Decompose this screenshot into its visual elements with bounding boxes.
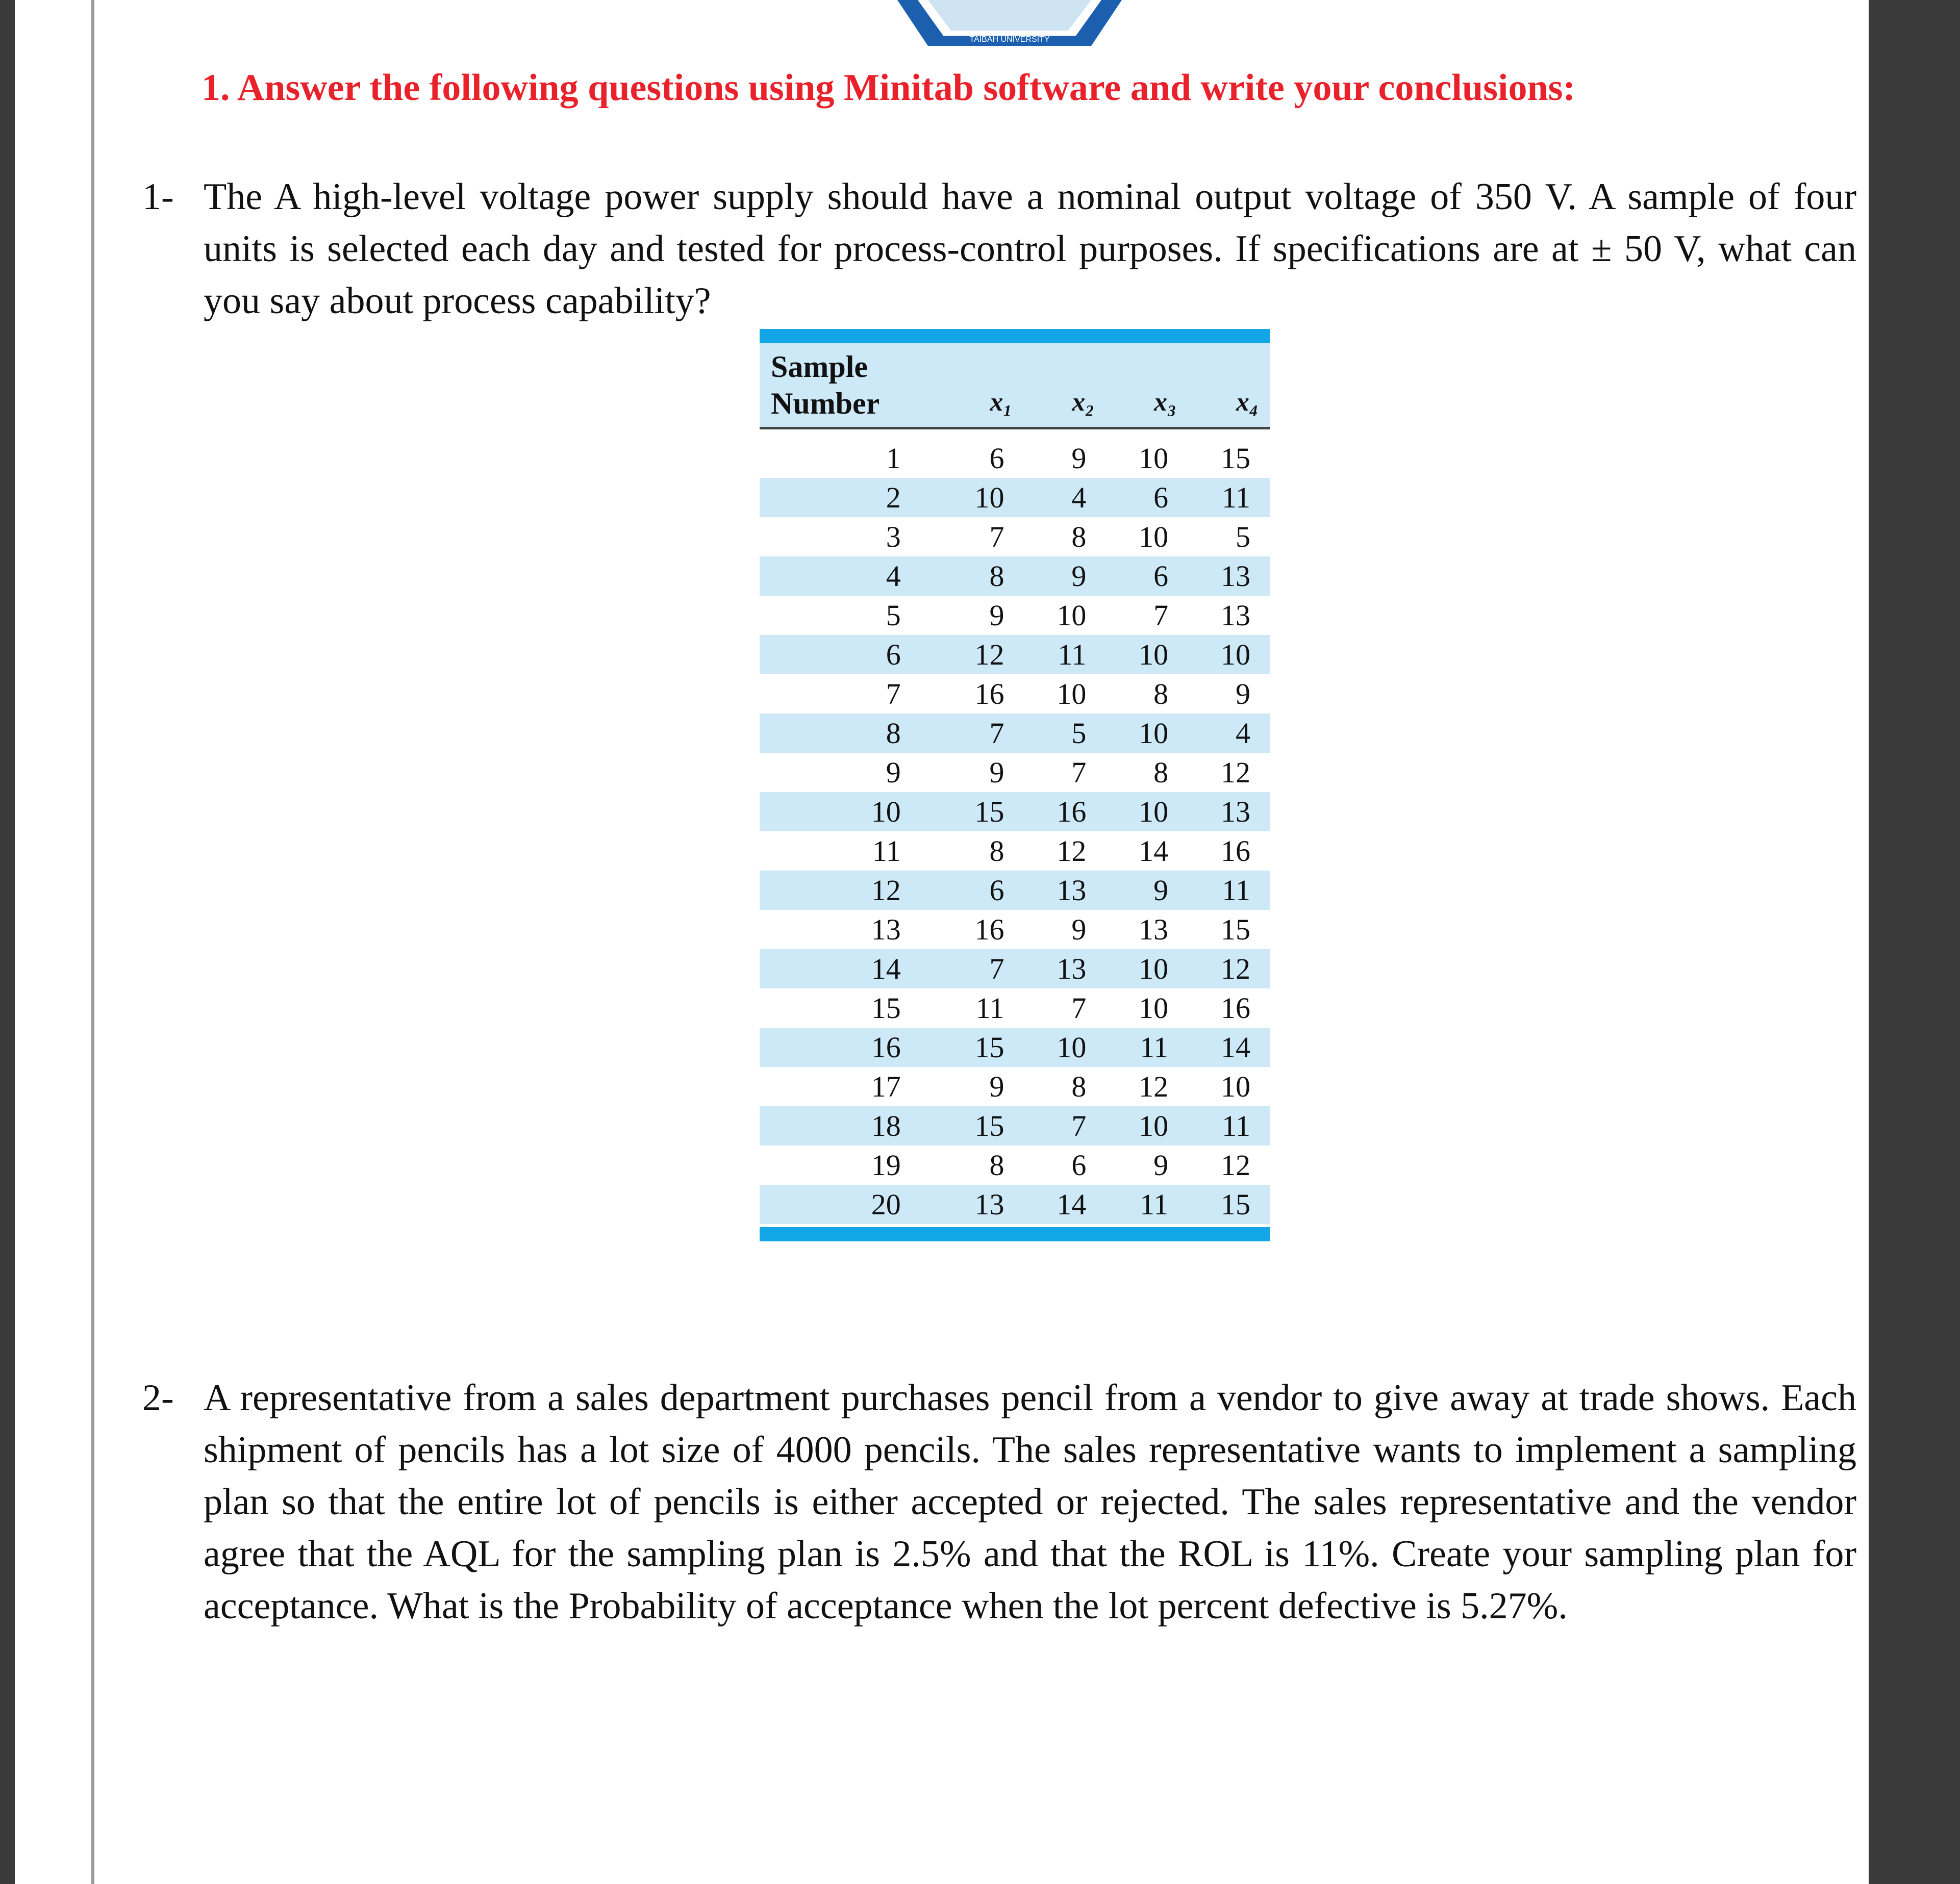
cell-x1: 16 [974, 913, 1004, 946]
university-logo [897, 0, 1122, 46]
sample-data-table [760, 329, 1270, 1241]
cell-x3: 9 [1153, 1149, 1169, 1182]
document-page [15, 0, 1869, 1884]
cell-x3: 10 [1139, 991, 1169, 1025]
table-top-rule [760, 329, 1270, 343]
cell-sample-number: 2 [886, 481, 901, 514]
cell-x4: 12 [1221, 952, 1250, 985]
cell-x2: 7 [1071, 1109, 1087, 1142]
cell-x4: 14 [1221, 1031, 1250, 1064]
cell-x2: 8 [1071, 1070, 1087, 1103]
cell-x3: 6 [1153, 559, 1169, 593]
cell-x3: 14 [1139, 834, 1169, 868]
question-1 [142, 171, 1856, 327]
cell-x2: 13 [1057, 874, 1087, 907]
cell-x3: 13 [1139, 913, 1169, 946]
cell-x4: 4 [1236, 717, 1250, 750]
cell-sample-number: 15 [871, 991, 901, 1025]
cell-x1: 7 [989, 520, 1004, 553]
cell-x2: 9 [1071, 442, 1087, 475]
header-sample-number: Sample Number [760, 343, 942, 428]
cell-x4: 16 [1221, 834, 1250, 868]
cell-x3: 10 [1139, 442, 1169, 475]
table-row [760, 792, 1270, 831]
cell-x3: 10 [1139, 638, 1169, 671]
table-row [760, 1028, 1270, 1067]
table-row [760, 517, 1270, 556]
cell-x1: 8 [989, 834, 1004, 868]
cell-x4: 13 [1221, 599, 1250, 632]
cell-x3: 11 [1140, 1031, 1169, 1064]
cell-x3: 11 [1140, 1188, 1169, 1221]
logo-text: TAIBAH UNIVERSITY [969, 35, 1050, 44]
question-2-number: 2- [142, 1377, 174, 1419]
cell-x1: 10 [974, 481, 1004, 514]
table-bottom-rule [760, 1227, 1270, 1241]
table-row [760, 871, 1270, 910]
cell-x3: 8 [1153, 756, 1169, 789]
cell-x2: 5 [1071, 717, 1087, 750]
cell-x2: 10 [1057, 677, 1087, 710]
header-x2: x₂ [1024, 343, 1106, 428]
cell-sample-number: 18 [871, 1109, 901, 1142]
cell-sample-number: 17 [871, 1070, 901, 1103]
table-row [760, 753, 1270, 792]
cell-x2: 8 [1071, 520, 1087, 553]
cell-sample-number: 3 [886, 520, 901, 553]
cell-x3: 10 [1139, 952, 1169, 985]
cell-x4: 9 [1236, 677, 1250, 710]
question-1-number: 1- [142, 176, 174, 218]
table-row [760, 428, 1270, 478]
cell-sample-number: 11 [872, 834, 901, 868]
cell-sample-number: 14 [871, 952, 901, 985]
cell-x4: 15 [1221, 913, 1250, 946]
cell-sample-number: 16 [871, 1031, 901, 1064]
cell-x2: 14 [1057, 1188, 1087, 1221]
cell-x2: 10 [1057, 599, 1087, 632]
cell-x1: 16 [974, 677, 1004, 710]
header-x4: x₄ [1188, 343, 1270, 428]
cell-sample-number: 7 [886, 677, 901, 710]
table-row [760, 635, 1270, 674]
cell-x1: 11 [975, 991, 1004, 1025]
table-row [760, 1106, 1270, 1145]
table-row [760, 949, 1270, 988]
cell-x1: 7 [989, 717, 1004, 750]
cell-sample-number: 1 [886, 442, 901, 475]
cell-x1: 15 [974, 1109, 1004, 1142]
cell-x4: 5 [1236, 520, 1250, 553]
cell-x4: 11 [1222, 874, 1250, 907]
cell-x2: 16 [1057, 795, 1087, 828]
table-row [760, 910, 1270, 949]
table-row [760, 556, 1270, 596]
cell-x3: 10 [1139, 1109, 1169, 1142]
cell-x4: 13 [1221, 559, 1250, 593]
cell-x1: 7 [989, 952, 1004, 985]
question-1-text: The A high-level voltage power supply should have a nominal output voltage of 350 V. A sample of four units is selected each day and tested for process-control purposes. If specifications are at ± 50 V, what can you say about process capability? [204, 176, 1856, 322]
cell-x1: 15 [974, 795, 1004, 828]
cell-sample-number: 10 [871, 795, 901, 828]
table-row [760, 596, 1270, 635]
table-row [760, 831, 1270, 871]
table-row [760, 1067, 1270, 1106]
cell-x1: 12 [974, 638, 1004, 671]
table-row [760, 674, 1270, 714]
cell-x4: 13 [1221, 795, 1250, 828]
cell-x4: 16 [1221, 991, 1250, 1025]
cell-x3: 10 [1139, 795, 1169, 828]
cell-sample-number: 6 [886, 638, 901, 671]
question-2 [142, 1372, 1856, 1632]
table-row [760, 1185, 1270, 1224]
table-row [760, 714, 1270, 753]
cell-x1: 6 [989, 874, 1004, 907]
cell-x3: 9 [1153, 874, 1169, 907]
cell-sample-number: 8 [886, 717, 901, 750]
cell-x2: 6 [1071, 1149, 1087, 1182]
table-row [760, 988, 1270, 1028]
cell-x4: 12 [1221, 1149, 1250, 1182]
cell-x4: 15 [1221, 1188, 1250, 1221]
cell-x3: 12 [1139, 1070, 1169, 1103]
cell-x3: 8 [1153, 677, 1169, 710]
section-heading: 1. Answer the following questions using Minitab software and write your conclusions: [202, 67, 1576, 109]
cell-x4: 11 [1222, 481, 1250, 514]
cell-x1: 8 [989, 559, 1004, 593]
cell-x1: 8 [989, 1149, 1004, 1182]
table-row [760, 1145, 1270, 1185]
header-x1: x₁ [942, 343, 1024, 428]
question-2-text: A representative from a sales department purchases pencil from a vendor to give away at trade shows. Each shipment of pencils has a lot size of 4000 pencils. The sales representative wants to implement a sampling plan so that the entire lot of pencils is either accepted or rejected. The sales representative and the vendor agree that the AQL for the sampling plan is 2.5% and that the ROL is 11%. Create your sampling plan for acceptance. What is the Probability of acceptance when the lot percent defective is 5.27%. [204, 1377, 1856, 1627]
cell-x1: 15 [974, 1031, 1004, 1064]
cell-x4: 10 [1221, 638, 1250, 671]
cell-sample-number: 20 [871, 1188, 901, 1221]
cell-x4: 10 [1221, 1070, 1250, 1103]
cell-x3: 7 [1153, 599, 1169, 632]
cell-sample-number: 19 [871, 1149, 901, 1182]
cell-x3: 6 [1153, 481, 1169, 514]
cell-x4: 12 [1221, 756, 1250, 789]
cell-x3: 10 [1139, 520, 1169, 553]
cell-x1: 6 [989, 442, 1004, 475]
cell-sample-number: 4 [886, 559, 901, 593]
cell-sample-number: 5 [886, 599, 901, 632]
cell-x4: 15 [1221, 442, 1250, 475]
table-header-row [760, 343, 1270, 428]
cell-x2: 9 [1071, 559, 1087, 593]
cell-sample-number: 9 [886, 756, 901, 789]
cell-sample-number: 12 [871, 874, 901, 907]
table-row [760, 478, 1270, 517]
cell-x2: 10 [1057, 1031, 1087, 1064]
cell-x1: 9 [989, 1070, 1004, 1103]
cell-x2: 13 [1057, 952, 1087, 985]
cell-x4: 11 [1222, 1109, 1250, 1142]
header-x3: x₃ [1105, 343, 1188, 428]
cell-x2: 4 [1071, 481, 1087, 514]
cell-x2: 12 [1057, 834, 1087, 868]
cell-x1: 13 [974, 1188, 1004, 1221]
cell-x2: 11 [1058, 638, 1087, 671]
cell-x2: 7 [1071, 756, 1087, 789]
cell-sample-number: 13 [871, 913, 901, 946]
cell-x2: 7 [1071, 991, 1087, 1025]
cell-x3: 10 [1139, 717, 1169, 750]
cell-x1: 9 [989, 599, 1004, 632]
cell-x1: 9 [989, 756, 1004, 789]
cell-x2: 9 [1071, 913, 1087, 946]
